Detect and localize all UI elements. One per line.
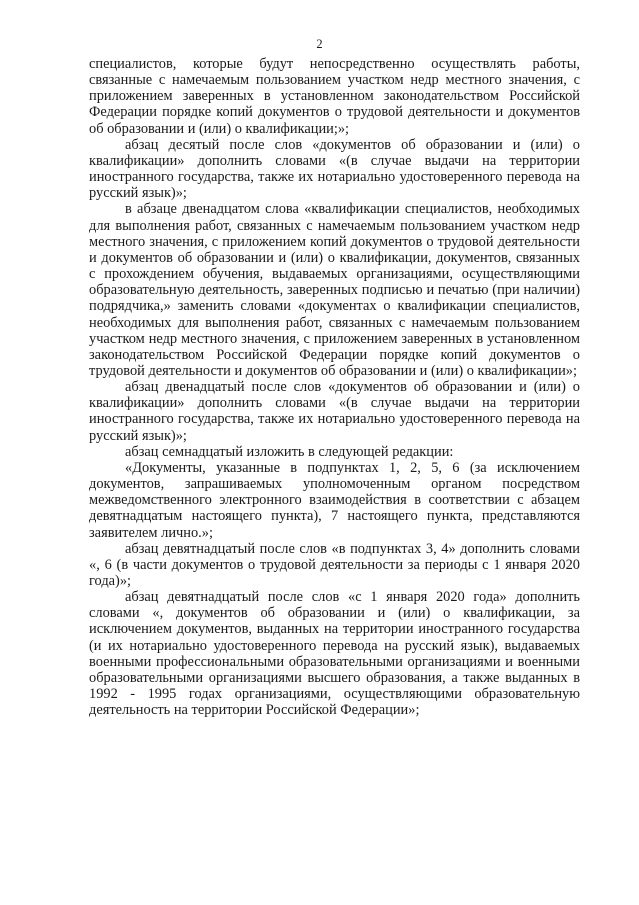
paragraph-amendment-12-add: абзац двенадцатый после слов «документов об образовании и (или) о квалификации» дополнить словами «(в случае выдачи на территории иностранного государства, также их нотариально удостоверенного перевода на русский язык)»; <box>89 379 580 444</box>
paragraph-amendment-17-text: «Документы, указанные в подпунктах 1, 2, 5, 6 (за исключением документов, запрашиваемых уполномоченным органом посредством межведомственного электронного взаимодействия в соответствии с абзацем девятнадцатым настоящего пункта), 7 настоящего пункта, представляются заявителем лично.»; <box>89 459 580 541</box>
paragraph-amendment-19-b: абзац девятнадцатый после слов «с 1 января 2020 года» дополнить словами «, документов об образовании и (или) о квалификации, за исключением документов, выданных на территории иностранного государства (и их нотариально удостоверенного перевода на русский язык), выдаваемых военными профессиональными образовательными организациями и военными образовательными организациями высшего образования, а также выданных в 1992 - 1995 годах организациями, осуществляющими образовательную деятельность на территории Российской Федерации»; <box>89 589 580 719</box>
paragraph-amendment-19-a: абзац девятнадцатый после слов «в подпунктах 3, 4» дополнить словами «, 6 (в части документов о трудовой деятельности за периоды с 1 января 2020 года)»; <box>89 540 580 589</box>
paragraph-amendment-10: абзац десятый после слов «документов об образовании и (или) о квалификации» дополнить словами «(в случае выдачи на территории иностранного государства, также их нотариально удостоверенного перевода на русский язык)»; <box>89 136 580 202</box>
page-number: 2 <box>316 37 323 51</box>
paragraph-amendment-17-intro: абзац семнадцатый изложить в следующей редакции: <box>125 443 454 460</box>
paragraph-continuation: специалистов, которые будут непосредственно осуществлять работы, связанные с намечаемым пользованием участком недр местного значения, с приложением заверенных в установленном законодательством Российской Федерации порядке копий документов о трудовой деятельности и документов об образовании и (или) о квалификации;»; <box>89 56 580 137</box>
paragraph-amendment-12-replace: в абзаце двенадцатом слова «квалификации специалистов, необходимых для выполнения работ, связанных с намечаемым пользованием участком недр местного значения, с приложением копий документов о трудовой деятельности и документов об образовании и (или) о квалификации, документов, связанных с прохождением обучения, выдаваемых организациями, осуществляющими образовательную деятельность, заверенных подписью и печатью (при наличии) подрядчика,» заменить словами «документах о квалификации специалистов, необходимых для выполнения работ, связанных с намечаемым пользованием участком недр местного значения, с приложением заверенных в установленном законодательством Российской Федерации порядке копий документов о трудовой деятельности и документов об образовании и (или) о квалификации»; <box>89 201 580 379</box>
document-body <box>89 56 580 718</box>
